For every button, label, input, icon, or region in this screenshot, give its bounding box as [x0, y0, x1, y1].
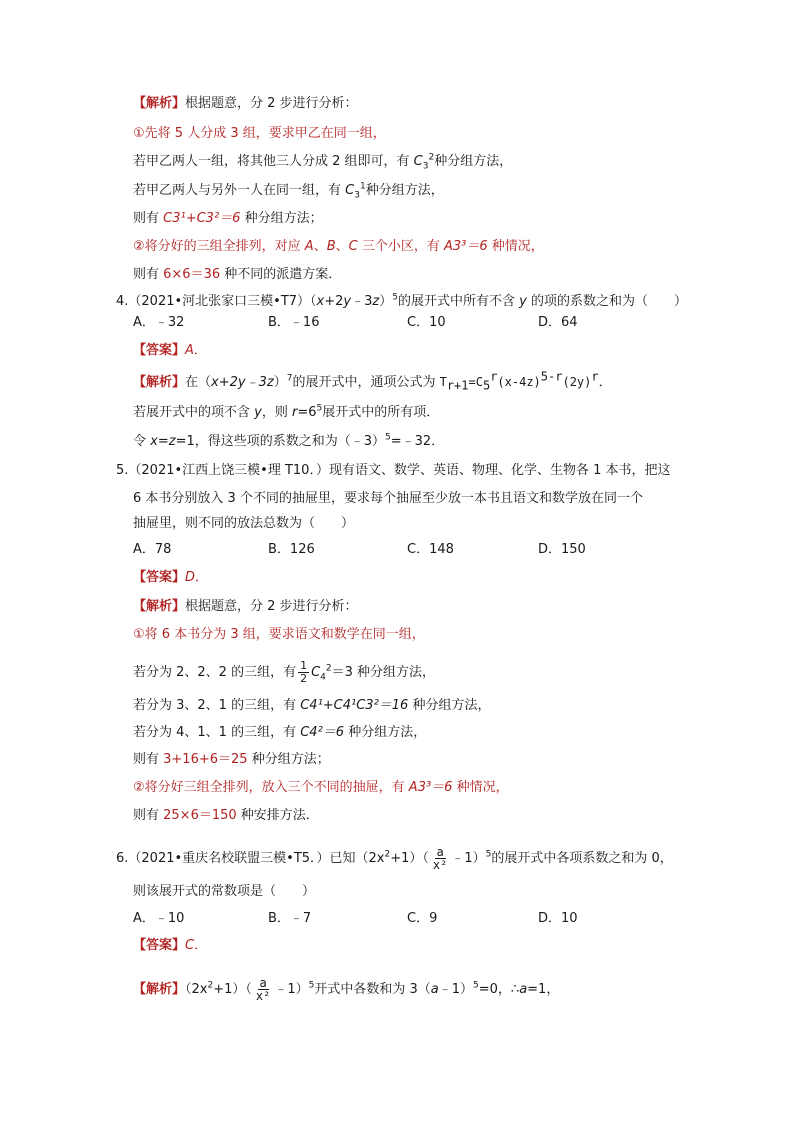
fraction-a-over-x2: $\frac{a}{\text{x²}}$ — [255, 976, 271, 1003]
q3-solution-line-1: 【解析】根据题意，分 2 步进行分析： — [133, 96, 358, 111]
q5-solution-line-7: ②将分好三组全排列，放入三个不同的抽屉，有 A3³＝6 种情况， — [133, 780, 509, 795]
q4-option-d: D．64 — [538, 315, 578, 330]
q6-option-b: B．﹣7 — [268, 911, 312, 926]
q4-option-a: A．﹣32 — [133, 315, 185, 330]
q5-stem-line-3: 抽屉里，则不同的放法总数为（ ） — [133, 516, 355, 531]
q5-solution-line-8: 则有 25×6＝150 种安排方法． — [133, 808, 319, 823]
q5-stem-line-2: 6 本书分别放入 3 个不同的抽屉里，要求每个抽屉至少放一本书且语文和数学放在同一个 — [133, 491, 643, 506]
q6-option-d: D．10 — [538, 911, 578, 926]
q4-answer: 【答案】A． — [133, 343, 207, 358]
q6-answer: 【答案】C． — [133, 938, 208, 953]
q5-option-b: B．126 — [268, 542, 315, 557]
q5-stem-line-1: 5.（2021•江西上饶三模•理 T10．）现有语文、数学、英语、物理、化学、生物各 1 本书，把这 — [116, 463, 671, 478]
q6-option-c: C．9 — [407, 911, 438, 926]
q5-solution-line-1: 【解析】根据题意，分 2 步进行分析： — [133, 599, 358, 614]
q3-solution-line-3: 若甲乙两人一组，将其他三人分成 2 组即可，有 $C_3^2$种分组方法， — [133, 152, 513, 172]
q3-solution-line-2: ①先将 5 人分成 3 组，要求甲乙在同一组， — [133, 126, 386, 141]
q4-option-b: B．﹣16 — [268, 315, 320, 330]
q5-option-d: D．150 — [538, 542, 586, 557]
q4-stem: 4.（2021•河北张家口三模•T7）（x+2y﹣3z）$^5$的展开式中所有不含 y 的项的系数之和为（ ） — [116, 292, 687, 309]
q3-solution-line-4: 若甲乙两人与另外一人在同一组，有 $C_3^1$种分组方法， — [133, 181, 444, 201]
q5-solution-line-6: 则有 3+16+6＝25 种分组方法； — [133, 752, 330, 767]
q4-solution-line-1: 【解析】在（x+2y﹣3z）$^7$的展开式中，通项公式为 $T_{r+1}=C_5^r(x-4z)^{5-r}(2y)^r$． — [133, 369, 612, 393]
fraction-one-half: $\frac{1}{2}$ — [300, 659, 308, 685]
q3-solution-line-7: 则有 6×6＝36 种不同的派遣方案． — [133, 267, 342, 282]
q4-solution-line-2: 若展开式中的项不含 y，则 $r=6^5$展开式中的所有项． — [133, 403, 440, 420]
q6-solution-line-1: 【解析】$(2x^2+1)$（ $\frac{a}{\text{x²}}$ ﹣1）$^5$开式中各数和为 3（a﹣1）$^5$=0，∴a=1， — [133, 976, 560, 1003]
fraction-a-over-x2: $\frac{a}{\text{x²}}$ — [432, 845, 448, 872]
q5-answer: 【答案】D． — [133, 570, 209, 585]
q6-stem-line-1: 6.（2021•重庆名校联盟三模•T5．）已知$(2x^2+1)$（ $\frac{a}{\text{x²}}$ ﹣1）$^5$的展开式中各项系数之和为 0， — [116, 845, 673, 872]
q3-solution-line-6: ②将分好的三组全排列，对应 A、B、C 三个小区，有 A3³＝6 种情况， — [133, 239, 544, 254]
q3-solution-line-5: 则有 C3¹+C3²＝6 种分组方法； — [133, 211, 323, 226]
q4-solution-line-3: 令 x=z=1，得这些项的系数之和为（﹣3）$^5$=﹣32． — [133, 432, 445, 449]
q4-option-c: C．10 — [407, 315, 446, 330]
q5-option-a: A．78 — [133, 542, 172, 557]
q6-option-a: A．﹣10 — [133, 911, 185, 926]
q5-solution-line-5: 若分为 4、1、1 的三组，有 C4²＝6 种分组方法， — [133, 725, 427, 740]
solution-tag: 【解析】 — [133, 96, 186, 111]
q5-option-c: C．148 — [407, 542, 454, 557]
q5-solution-line-4: 若分为 3、2、1 的三组，有 C4¹+C4¹C3²＝16 种分组方法， — [133, 698, 491, 713]
q6-stem-line-2: 则该展开式的常数项是（ ） — [133, 884, 316, 899]
q5-solution-line-2: ①将 6 本书分为 3 组，要求语文和数学在同一组， — [133, 627, 425, 642]
q5-solution-line-3: 若分为 2、2、2 的三组，有 $\frac{1}{2}$ $C_4^2=3$ 种分组方法， — [133, 659, 436, 685]
